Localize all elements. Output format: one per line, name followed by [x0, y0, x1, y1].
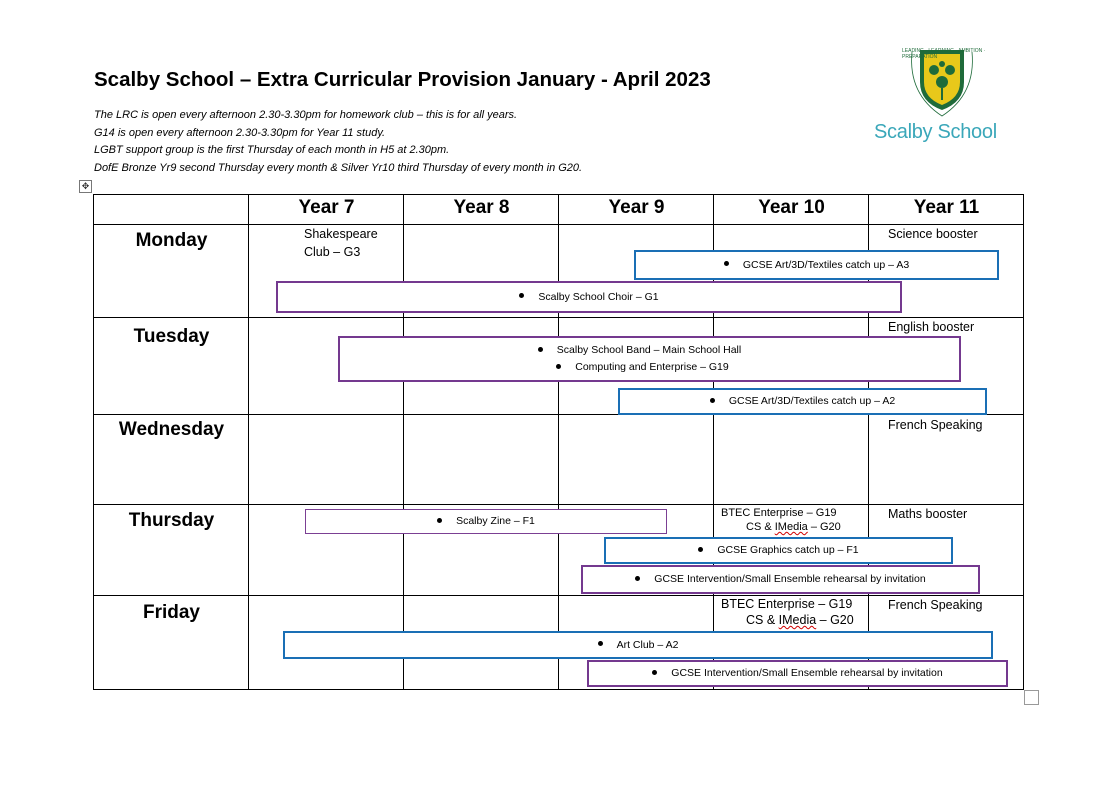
- logo-motto: LEADING · LEARNING · AMBITION · PREPARATION: [902, 48, 986, 60]
- day-wednesday: Wednesday: [118, 419, 225, 440]
- friday-year10-activity: BTEC Enterprise – G19 CS & IMedia – G20: [721, 597, 854, 627]
- monday-year7-activity: Shakespeare Club – G3: [304, 227, 378, 259]
- table-border-bottom: [93, 689, 1024, 690]
- table-row-divider: [93, 595, 1024, 596]
- table-border-right: [1023, 194, 1024, 690]
- day-monday: Monday: [135, 230, 208, 251]
- table-col-divider: [558, 194, 559, 690]
- day-friday: Friday: [142, 602, 201, 623]
- note-g14: G14 is open every afternoon 2.30-3.30pm for Year 11 study.: [94, 127, 386, 139]
- bar-thursday-gcse-graphics[interactable]: GCSE Graphics catch up – F1: [604, 537, 953, 564]
- bullet-icon: [538, 347, 543, 352]
- bar-friday-art-club[interactable]: Art Club – A2: [283, 631, 993, 659]
- bullet-icon: [652, 670, 657, 675]
- bar-tuesday-gcse-art[interactable]: GCSE Art/3D/Textiles catch up – A2: [618, 388, 987, 415]
- header-year-9: Year 9: [608, 197, 665, 218]
- table-row-divider: [93, 224, 1024, 225]
- table-col-divider: [403, 194, 404, 690]
- note-lrc: The LRC is open every afternoon 2.30-3.30pm for homework club – this is for all years.: [94, 109, 518, 121]
- bullet-icon: [519, 293, 524, 298]
- table-row-divider: [93, 317, 1024, 318]
- header-year-8: Year 8: [453, 197, 510, 218]
- bar-monday-gcse-art[interactable]: GCSE Art/3D/Textiles catch up – A3: [634, 250, 999, 280]
- bullet-icon: [437, 518, 442, 523]
- bullet-icon: [698, 547, 703, 552]
- bullet-icon: [556, 364, 561, 369]
- table-resize-handle[interactable]: [1024, 690, 1039, 705]
- header-year-7: Year 7: [298, 197, 355, 218]
- header-year-10: Year 10: [758, 197, 825, 218]
- table-row-divider: [93, 504, 1024, 505]
- bar-monday-choir[interactable]: Scalby School Choir – G1: [276, 281, 902, 313]
- thursday-year10-activity: BTEC Enterprise – G19 CS & IMedia – G20: [721, 507, 841, 533]
- note-lgbt: LGBT support group is the first Thursday of each month in H5 at 2.30pm.: [94, 144, 450, 156]
- day-thursday: Thursday: [128, 510, 215, 531]
- bullet-icon: [635, 576, 640, 581]
- page-title: Scalby School – Extra Curricular Provision January - April 2023: [94, 68, 711, 91]
- wednesday-year11-activity: French Speaking: [888, 418, 983, 432]
- monday-year11-activity: Science booster: [888, 227, 978, 241]
- bar-friday-gcse-intervention[interactable]: GCSE Intervention/Small Ensemble rehearsal by invitation: [587, 660, 1008, 687]
- bar-thursday-zine[interactable]: Scalby Zine – F1: [305, 509, 667, 534]
- day-tuesday: Tuesday: [133, 326, 210, 347]
- bar-tuesday-band-computing[interactable]: Scalby School Band – Main School Hall Computing and Enterprise – G19: [338, 336, 961, 382]
- logo-wordmark: Scalby School: [874, 121, 997, 143]
- bullet-icon: [724, 261, 729, 266]
- tuesday-year11-activity: English booster: [888, 320, 975, 334]
- note-dofe: DofE Bronze Yr9 second Thursday every month & Silver Yr10 third Thursday of every month in G20.: [94, 162, 583, 174]
- friday-year11-activity: French Speaking: [888, 598, 983, 612]
- header-year-11: Year 11: [913, 197, 980, 218]
- thursday-year11-activity: Maths booster: [888, 507, 968, 521]
- bullet-icon: [598, 641, 603, 646]
- bar-thursday-gcse-intervention[interactable]: GCSE Intervention/Small Ensemble rehearsal by invitation: [581, 565, 980, 594]
- bullet-icon: [710, 398, 715, 403]
- table-move-handle-icon[interactable]: ✥: [79, 180, 92, 193]
- table-border-top: [93, 194, 1024, 195]
